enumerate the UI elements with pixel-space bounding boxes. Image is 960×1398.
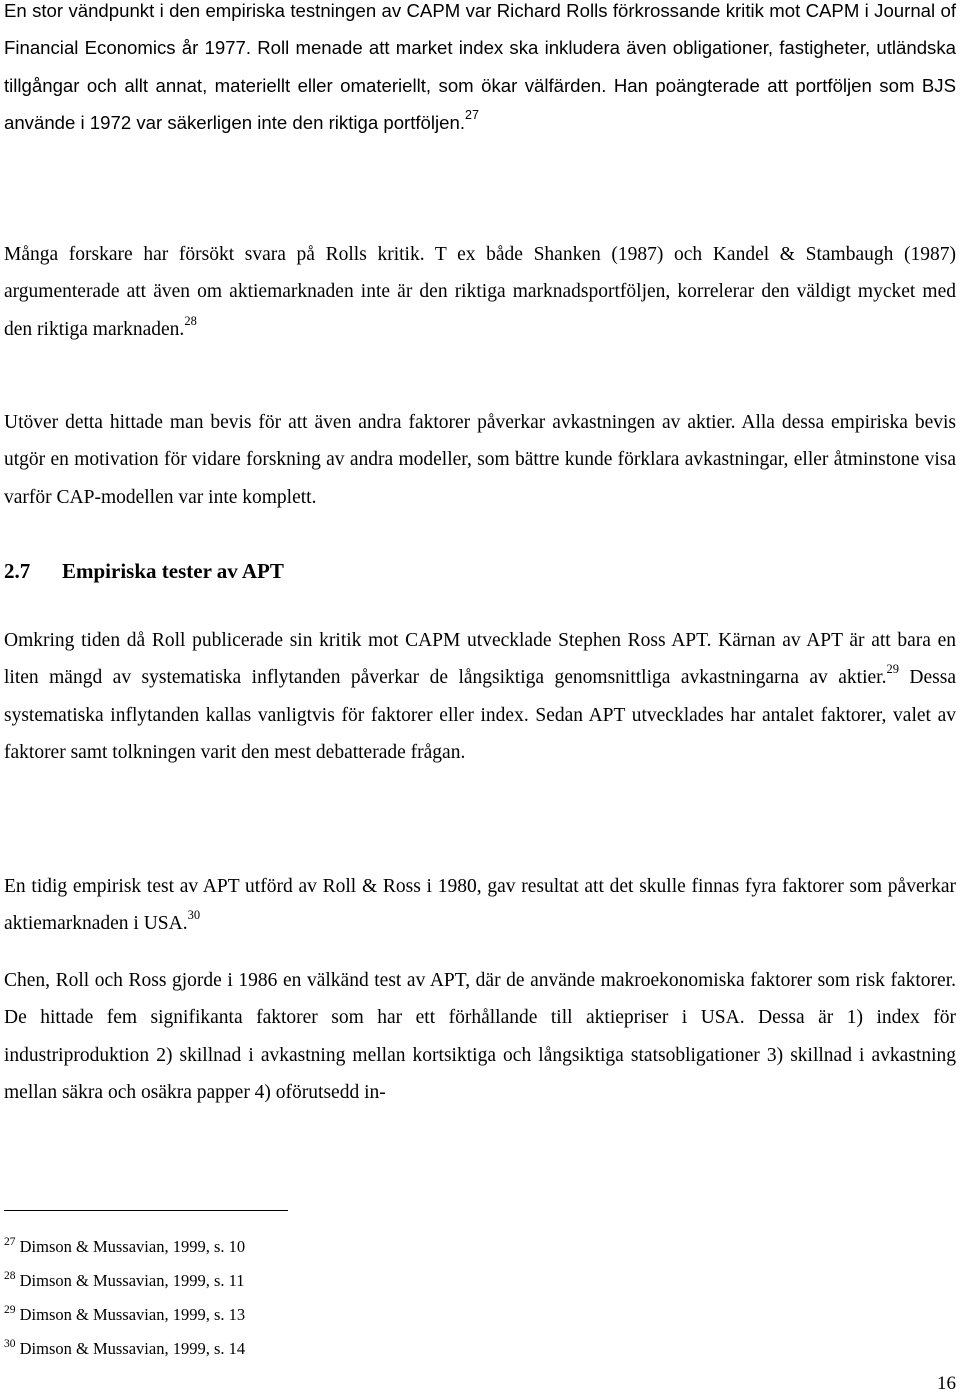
footnote-text: Dimson & Mussavian, 1999, s. 11 xyxy=(19,1271,245,1290)
footnote-ref-28: 28 xyxy=(184,313,197,328)
footnote-text: Dimson & Mussavian, 1999, s. 13 xyxy=(19,1305,246,1324)
paragraph-1 xyxy=(4,0,956,141)
section-heading xyxy=(4,553,284,590)
footnote-number: 28 xyxy=(4,1270,16,1282)
footnote-28 xyxy=(4,1271,245,1291)
paragraph-5 xyxy=(4,868,956,943)
footnote-number: 30 xyxy=(4,1338,16,1350)
paragraph-2 xyxy=(4,236,956,348)
footnote-text: Dimson & Mussavian, 1999, s. 10 xyxy=(19,1237,246,1256)
footnote-number: 29 xyxy=(4,1304,16,1316)
paragraph-4 xyxy=(4,622,956,771)
footnote-separator xyxy=(4,1210,288,1211)
paragraph-4-text-cont: Dessa systematiska inflytanden kallas vanligtvis för faktorer eller index. Sedan APT utvecklades har antalet faktorer, valet av faktorer samt tolkningen varit den mest debatterade frågan. xyxy=(4,667,956,763)
paragraph-4-text: Omkring tiden då Roll publicerade sin kritik mot CAPM utvecklade Stephen Ross APT. Kärnan av APT är att bara en liten mängd av systematiska inflytanden påverkar de långsiktiga genomsnittliga avkastningarna av aktier. xyxy=(4,630,956,689)
footnote-ref-27: 27 xyxy=(465,107,479,122)
paragraph-5-text: En tidig empirisk test av APT utförd av Roll & Ross i 1980, gav resultat att det skulle finnas fyra faktorer som påverkar aktiemarknaden i USA. xyxy=(4,876,956,935)
paragraph-6-text: Chen, Roll och Ross gjorde i 1986 en välkänd test av APT, där de använde makroekonomiska faktorer som risk faktorer. De hittade fem signifikanta faktorer som har ett förhållande till aktiepriser i USA. Dessa är 1) index för industriproduktion 2) skillnad i avkastning mellan kortsiktiga och långsiktiga statsobligationer 3) skillnad i avkastning mellan säkra och osäkra papper 4) oförutsedd in- xyxy=(4,970,956,1103)
footnote-number: 27 xyxy=(4,1236,16,1248)
footnote-ref-29: 29 xyxy=(886,662,899,677)
paragraph-2-text: Många forskare har försökt svara på Rolls kritik. T ex både Shanken (1987) och Kandel & Stambaugh (1987) argumenterade att även om aktiemarknaden inte är den riktiga marknadsportföljen, korrelerar den väldigt mycket med den riktiga marknaden. xyxy=(4,244,956,340)
footnote-ref-30: 30 xyxy=(187,908,201,923)
footnote-27 xyxy=(4,1237,245,1257)
footnote-29 xyxy=(4,1305,245,1325)
footnote-text: Dimson & Mussavian, 1999, s. 14 xyxy=(19,1339,246,1358)
section-title: Empiriska tester av APT xyxy=(62,559,284,583)
footnote-30 xyxy=(4,1339,245,1359)
page-number: 16 xyxy=(937,1373,956,1394)
paragraph-1-text: En stor vändpunkt i den empiriska testningen av CAPM var Richard Rolls förkrossande kritik mot CAPM i Journal of Financial Economics år 1977. Roll menade att market index ska inkludera även obligationer, fastigheter, utländska tillgångar och allt annat, materiellt eller omateriellt, som ökar välfärden. Han poängterade att portföljen som BJS använde i 1972 var säkerligen inte den riktiga portföljen. xyxy=(4,0,956,133)
section-number: 2.7 xyxy=(4,559,31,583)
paragraph-6 xyxy=(4,962,956,1111)
paragraph-3-text: Utöver detta hittade man bevis för att även andra faktorer påverkar avkastningen av aktier. Alla dessa empiriska bevis utgör en motivation för vidare forskning av andra modeller, som bättre kunde förklara avkastningar, eller åtminstone visa varför CAP-modellen var inte komplett. xyxy=(4,412,956,508)
paragraph-3 xyxy=(4,404,956,516)
